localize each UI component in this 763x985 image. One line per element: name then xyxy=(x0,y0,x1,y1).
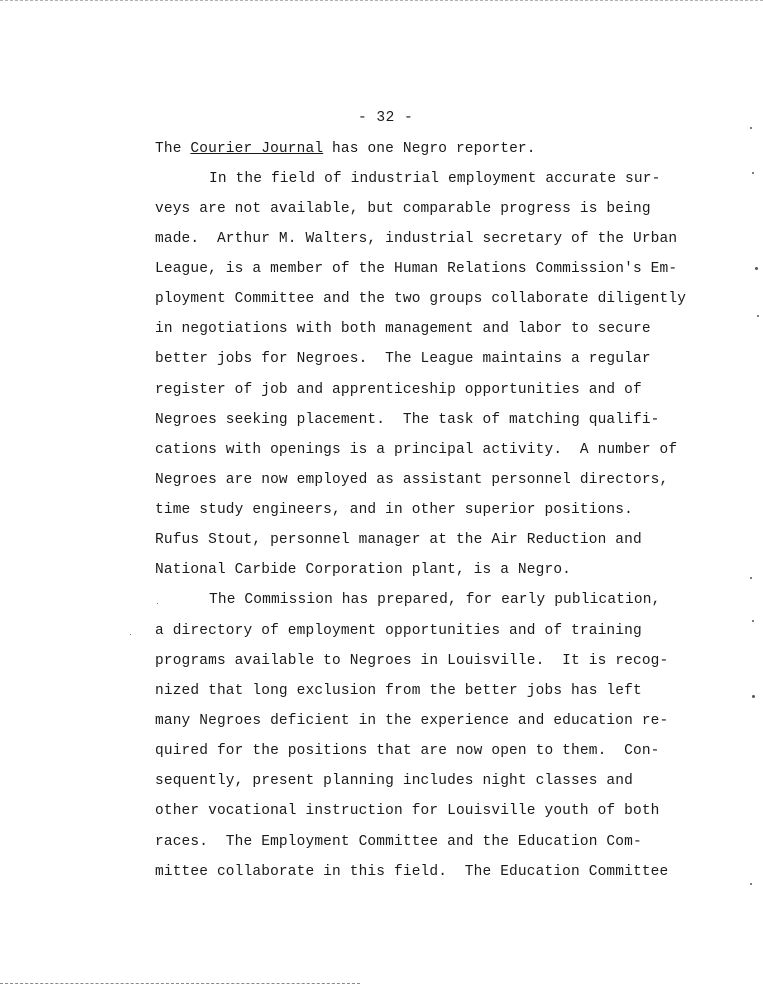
text-line: League, is a member of the Human Relations Commission's Em- xyxy=(155,261,678,277)
text-line: mittee collaborate in this field. The Education Committee xyxy=(155,864,669,880)
bottom-edge-border xyxy=(0,983,360,984)
scan-speck xyxy=(752,172,754,174)
text-line: nized that long exclusion from the better jobs has left xyxy=(155,683,642,699)
scan-speck xyxy=(750,577,752,579)
text-line: races. The Employment Committee and the Education Com- xyxy=(155,834,642,850)
scan-speck xyxy=(757,315,759,317)
text-line: In the field of industrial employment accurate sur- xyxy=(209,171,661,187)
text-line: Negroes seeking placement. The task of matching qualifi- xyxy=(155,412,660,428)
scan-speck xyxy=(752,620,754,622)
text-line: a directory of employment opportunities and of training xyxy=(155,623,642,639)
text-line-1-post: has one Negro reporter. xyxy=(323,141,536,157)
text-line: veys are not available, but comparable progress is being xyxy=(155,201,651,217)
text-line: many Negroes deficient in the experience and education re- xyxy=(155,713,669,729)
top-edge-border xyxy=(0,0,763,1)
text-line: sequently, present planning includes night classes and xyxy=(155,773,633,789)
text-line: other vocational instruction for Louisville youth of both xyxy=(155,803,660,819)
text-line: cations with openings is a principal activity. A number of xyxy=(155,442,678,458)
scan-speck xyxy=(750,127,752,129)
scan-speck xyxy=(157,603,158,604)
text-line-1-pre: The xyxy=(155,141,191,157)
text-line: time study engineers, and in other superior positions. xyxy=(155,502,633,518)
text-line: National Carbide Corporation plant, is a Negro. xyxy=(155,562,572,578)
scan-speck xyxy=(130,634,131,635)
text-line-1 xyxy=(155,140,536,158)
page-number: - 32 - xyxy=(358,110,414,126)
text-line: Negroes are now employed as assistant personnel directors, xyxy=(155,472,669,488)
scan-speck xyxy=(752,695,755,698)
scan-speck xyxy=(750,883,752,885)
text-line: in negotiations with both management and labor to secure xyxy=(155,321,651,337)
text-line: Rufus Stout, personnel manager at the Air Reduction and xyxy=(155,532,642,548)
text-line: better jobs for Negroes. The League maintains a regular xyxy=(155,351,651,367)
text-line: ployment Committee and the two groups collaborate diligently xyxy=(155,291,687,307)
text-line: made. Arthur M. Walters, industrial secretary of the Urban xyxy=(155,231,678,247)
text-line: quired for the positions that are now open to them. Con- xyxy=(155,743,660,759)
scan-speck xyxy=(755,267,758,270)
text-line: The Commission has prepared, for early publication, xyxy=(209,592,661,608)
newspaper-title: Courier Journal xyxy=(190,141,324,157)
text-line: programs available to Negroes in Louisville. It is recog- xyxy=(155,653,669,669)
text-line: register of job and apprenticeship opportunities and of xyxy=(155,382,642,398)
